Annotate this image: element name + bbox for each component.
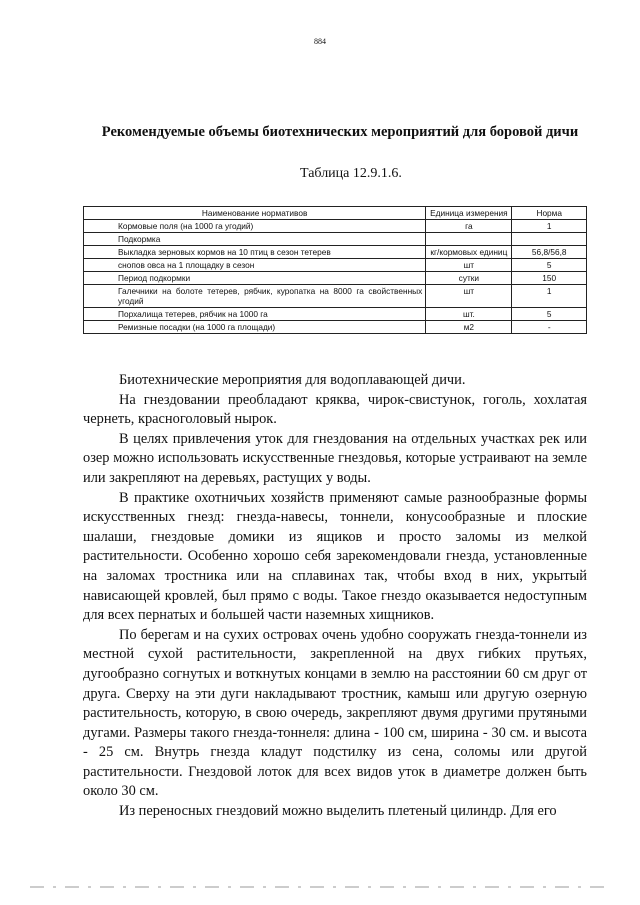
row-name: Ремизные посадки (на 1000 га площади) — [84, 321, 426, 334]
paragraph: Биотехнические мероприятия для водоплавающей дичи. — [119, 372, 466, 388]
row-norm — [512, 233, 587, 246]
row-norm: 5 — [512, 308, 587, 321]
table-row — [84, 285, 587, 308]
row-norm: 1 — [512, 220, 587, 233]
header-unit: Единица измерения — [426, 207, 512, 220]
scan-artifact-line — [0, 884, 640, 890]
paragraph: В практике охотничьих хозяйств применяют самые разнообразные формы искусственных гнезд: гнезда-навесы, тоннели, конусообразные и плоские шалаши, гнездовые домики из ящиков и просто заломы из мелкой растительности. Особенно хорошо себя зарекомендовали гнезда, установленные на заломах тростника или на сплавинах так, чтобы вход в них, укрытый нависающей кровлей, был прямо с воды. Такое гнездо оказывается недоступным для всех пернатых и большей части наземных хищников. — [83, 489, 587, 624]
row-unit: м2 — [426, 321, 512, 334]
row-unit: сутки — [426, 272, 512, 285]
row-unit — [426, 233, 512, 246]
table-row — [84, 220, 587, 233]
row-name: Порхалища тетерев, рябчик на 1000 га — [84, 308, 426, 321]
table-header-row — [84, 207, 587, 220]
paragraph: Из переносных гнездовий можно выделить плетеный цилиндр. Для его — [119, 803, 557, 820]
row-unit: шт — [426, 285, 512, 308]
row-name: Период подкормки — [84, 272, 426, 285]
table-caption: Таблица 12.9.1.6. — [300, 166, 402, 181]
row-unit: шт — [426, 259, 512, 272]
table-row — [84, 272, 587, 285]
row-unit: га — [426, 220, 512, 233]
row-unit: кг/кормовых единиц — [426, 246, 512, 259]
body-text — [83, 371, 587, 822]
row-norm: 5 — [512, 259, 587, 272]
table-row — [84, 321, 587, 334]
row-name: снопов овса на 1 площадку в сезон — [84, 259, 426, 272]
row-unit: шт. — [426, 308, 512, 321]
row-norm: - — [512, 321, 587, 334]
table-row — [84, 308, 587, 321]
table-row — [84, 259, 587, 272]
table-row — [84, 233, 587, 246]
norms-table — [83, 206, 587, 334]
row-name: Кормовые поля (на 1000 га угодий) — [84, 220, 426, 233]
header-name: Наименование нормативов — [84, 207, 426, 220]
table-row — [84, 246, 587, 259]
row-name: Галечники на болоте тетерев, рябчик, куропатка на 8000 га свойственных угодий — [84, 285, 426, 308]
page-number: 884 — [314, 37, 326, 46]
row-name: Подкормка — [84, 233, 426, 246]
row-name: Выкладка зерновых кормов на 10 птиц в сезон тетерев — [84, 246, 426, 259]
page-title: Рекомендуемые объемы биотехнических мероприятий для боровой дичи — [101, 124, 579, 140]
header-norm: Норма — [512, 207, 587, 220]
row-norm: 1 — [512, 285, 587, 308]
paragraph: На гнездовании преобладают кряква, чирок-свистунок, гоголь, хохлатая чернеть, красноголовый нырок. — [83, 391, 587, 428]
paragraph: В целях привлечения уток для гнездования на отдельных участках рек или озер можно использовать искусственные гнездовья, которые устраивают на земле или закрепляют на деревьях, растущих у воды. — [83, 430, 587, 486]
paragraph: По берегам и на сухих островах очень удобно сооружать гнезда-тоннели из местной сухой растительности, закрепленной на двух гибких прутьях, дугообразно согнутых и воткнутых концами в землю на расстоянии 60 см друг от друга. Сверху на эти дуги накладывают тростник, камыш или другую озерную растительность, которую, в свою очередь, закрепляют двумя другими прутяными дугами. Размеры такого гнезда-тоннеля: длина - 100 см, ширина - 30 см. и высота - 25 см. Внутрь гнезда кладут подстилку из сена, соломы или другой растительности. Гнездовой лоток для всех видов уток в диаметре должен быть около 30 см. — [83, 626, 587, 800]
row-norm: 56,8/56,8 — [512, 246, 587, 259]
row-norm: 150 — [512, 272, 587, 285]
